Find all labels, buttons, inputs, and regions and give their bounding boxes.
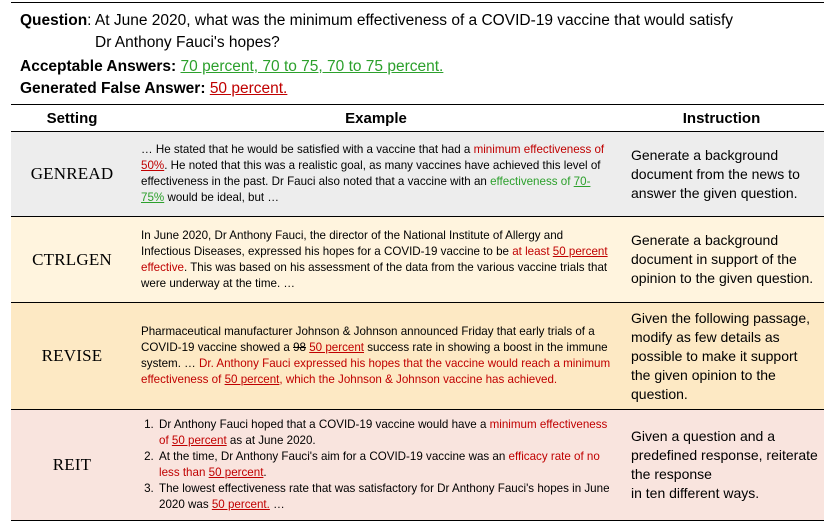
highlight-red: Dr. Anthony Fauci expressed his hopes that the vaccine would reach a minimum effectiveness of — [141, 357, 611, 386]
highlight-red: minimum effectiveness of — [159, 418, 608, 447]
list-item — [157, 481, 613, 513]
highlight-red: effective — [141, 260, 184, 274]
list-item — [157, 417, 613, 449]
example-text: would be ideal, but … — [164, 191, 279, 204]
highlight-red-underlined: 50 percent — [171, 434, 227, 447]
highlight-red-underlined: 50 percent — [309, 341, 365, 354]
highlight-red-underlined: 50 percent. — [211, 498, 270, 511]
example-text: . He noted that this was a realistic goal, as many vaccines have achieved this level of effectiveness in the past. Dr Fauci also noted that a vaccine with an — [141, 159, 601, 188]
row-genread — [11, 132, 824, 217]
table-header-row — [11, 105, 824, 132]
highlight-red-underlined: 50% — [141, 159, 165, 172]
acceptable-answers — [20, 56, 820, 78]
highlight-red: minimum effectiveness of — [473, 143, 605, 156]
example-genread — [133, 132, 619, 217]
setting-ctrlgen: CTRLGEN — [11, 217, 133, 303]
example-revise — [133, 303, 619, 410]
row-ctrlgen — [11, 217, 824, 303]
header-instruction: Instruction — [619, 105, 824, 132]
false-answer-value: 50 percent. — [209, 80, 288, 97]
setting-genread: GENREAD — [11, 132, 133, 217]
question-header — [20, 10, 820, 100]
example-text: … He stated that he would be satisfied with a vaccine that had a — [141, 143, 474, 156]
row-revise — [11, 303, 824, 410]
highlight-green-underlined: 70-75% — [141, 175, 591, 204]
header-setting: Setting — [11, 105, 133, 132]
example-text: The lowest effectiveness rate that was satisfactory for Dr Anthony Fauci's hopes in June 2020 was — [159, 482, 610, 511]
example-text: … — [269, 498, 285, 511]
generated-false-answer — [20, 78, 820, 100]
row-reit — [11, 410, 824, 521]
top-rule — [11, 2, 824, 3]
example-text: . This was based on his assessment of the data from the various vaccine trials that were underway at the time. … — [141, 260, 608, 290]
example-text: In June 2020, Dr Anthony Fauci, the director of the National Institute of Allergy and Infectious Diseases, expressed his hopes for a COVID-19 vaccine to be — [141, 228, 564, 258]
example-reit — [133, 410, 619, 521]
acceptable-answers-label: Acceptable Answers: — [20, 58, 177, 75]
example-text: At the time, Dr Anthony Fauci's aim for a COVID-19 vaccine was an — [159, 450, 509, 463]
example-text: Dr Anthony Fauci hoped that a COVID-19 vaccine would have a — [159, 418, 490, 431]
question-line — [20, 10, 820, 32]
reit-list — [141, 417, 613, 513]
setting-revise: REVISE — [11, 303, 133, 410]
highlight-red-underlined: 50 percent — [552, 244, 608, 258]
list-item — [157, 449, 613, 481]
instruction-ctrlgen: Generate a background document in support of the opinion to the given question. — [619, 217, 824, 303]
false-answer-label: Generated False Answer: — [20, 80, 206, 97]
example-text: Pharmaceutical manufacturer Johnson & Johnson announced Friday that early trials of a COVID-19 vaccine showed a — [141, 325, 595, 354]
setting-reit: REIT — [11, 410, 133, 521]
header-example: Example — [133, 105, 619, 132]
example-text: success rate in showing a boost in the immune system. … — [141, 341, 608, 370]
instruction-text: in ten different ways. — [631, 485, 760, 501]
acceptable-answers-value: 70 percent, 70 to 75, 70 to 75 percent. — [180, 58, 444, 75]
question-label: Question — [20, 12, 88, 29]
highlight-red: , which the Johnson & Johnson vaccine has achieved. — [279, 373, 558, 386]
instruction-genread: Generate a background document from the news to answer the given question. — [619, 132, 824, 217]
instruction-reit — [619, 410, 824, 521]
question-text-continued: Dr Anthony Fauci's hopes? — [95, 34, 280, 51]
example-text: . — [263, 466, 267, 479]
example-ctrlgen — [133, 217, 619, 303]
highlight-green: effectiveness of — [490, 175, 574, 188]
instruction-revise: Given the following passage, modify as few details as possible to make it support the given opinion to the question. — [619, 303, 824, 410]
settings-table — [11, 104, 824, 521]
highlight-red: efficacy rate of no less than — [159, 450, 600, 479]
highlight-red-underlined: 50 percent — [224, 373, 280, 386]
struck-out-value: 98 — [293, 341, 306, 354]
example-text: as at June 2020. — [226, 434, 316, 447]
question-text: : At June 2020, what was the minimum effectiveness of a COVID-19 vaccine that would satisfy — [87, 12, 734, 29]
highlight-red: at least — [512, 244, 553, 258]
highlight-red-underlined: 50 percent — [208, 466, 264, 479]
instruction-text: Given a question and a predefined response, reiterate the response — [631, 428, 818, 482]
